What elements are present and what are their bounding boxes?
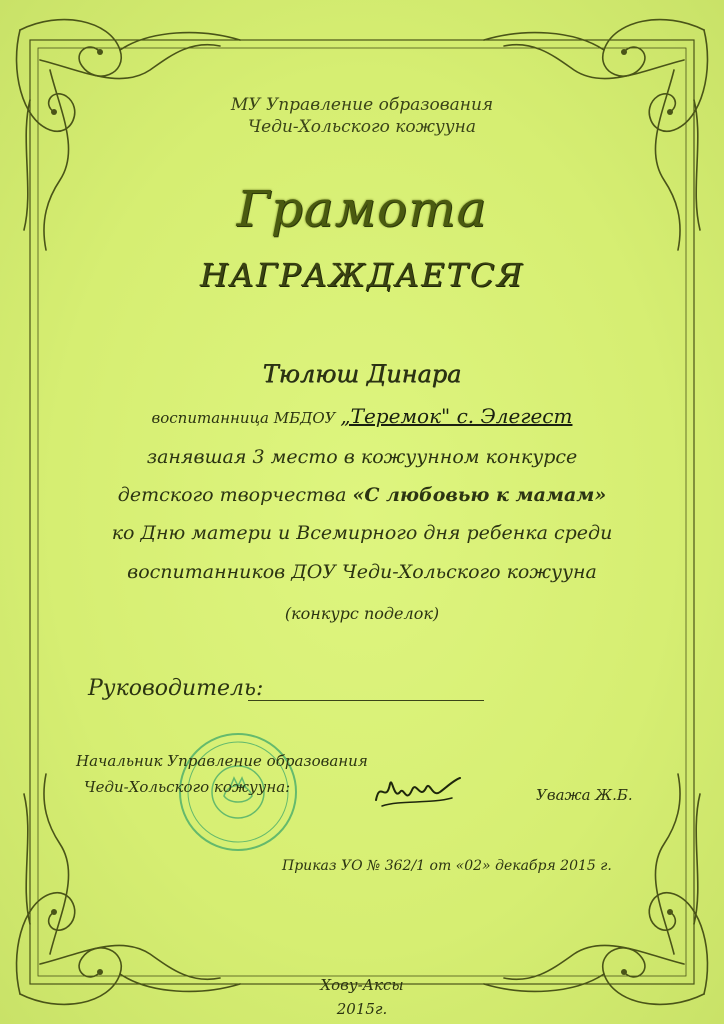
contest-prefix: детского творчества [117, 484, 353, 506]
recipient-name: Тюлюш Динара [262, 360, 462, 388]
certificate-title: Грамота [236, 180, 488, 238]
chief-name: Уважа Ж.Б. [536, 786, 633, 804]
contest-category: (конкурс поделок) [284, 604, 440, 623]
chief-title-line-1: Начальник Управление образования [76, 752, 368, 770]
issue-year: 2015г. [336, 1000, 388, 1018]
body-line-3 [0, 484, 724, 506]
kindergarten-name: „Теремок" с. Элегест [340, 404, 573, 428]
place-name: Хову-Аксы [320, 976, 404, 994]
awarded-heading: НАГРАЖДАЕТСЯ [199, 256, 525, 294]
contest-title: «С любовью к мамам» [352, 484, 607, 506]
order-reference: Приказ УО № 362/1 от «02» декабря 2015 г. [282, 858, 612, 874]
issuer-line-1: МУ Управление образования [230, 95, 494, 115]
handwritten-signature [370, 770, 466, 816]
pupil-of-label: воспитанница МБДОУ [151, 409, 336, 427]
issuer-line-2: Чеди-Хольского кожууна [248, 117, 476, 137]
supervisor-signature-line [248, 700, 484, 701]
issuer-block [0, 94, 724, 138]
body-line-4: ко Дню матери и Всемирного дня ребенка среди [111, 522, 613, 544]
body-line-2: занявшая 3 место в кожуунном конкурсе [146, 446, 578, 468]
chief-title-line-2: Чеди-Хольского кожууна: [84, 778, 291, 796]
supervisor-label: Руководитель: [88, 676, 264, 701]
body-line-5: воспитанников ДОУ Чеди-Хольского кожууна [127, 561, 597, 583]
body-line-1 [0, 404, 724, 428]
